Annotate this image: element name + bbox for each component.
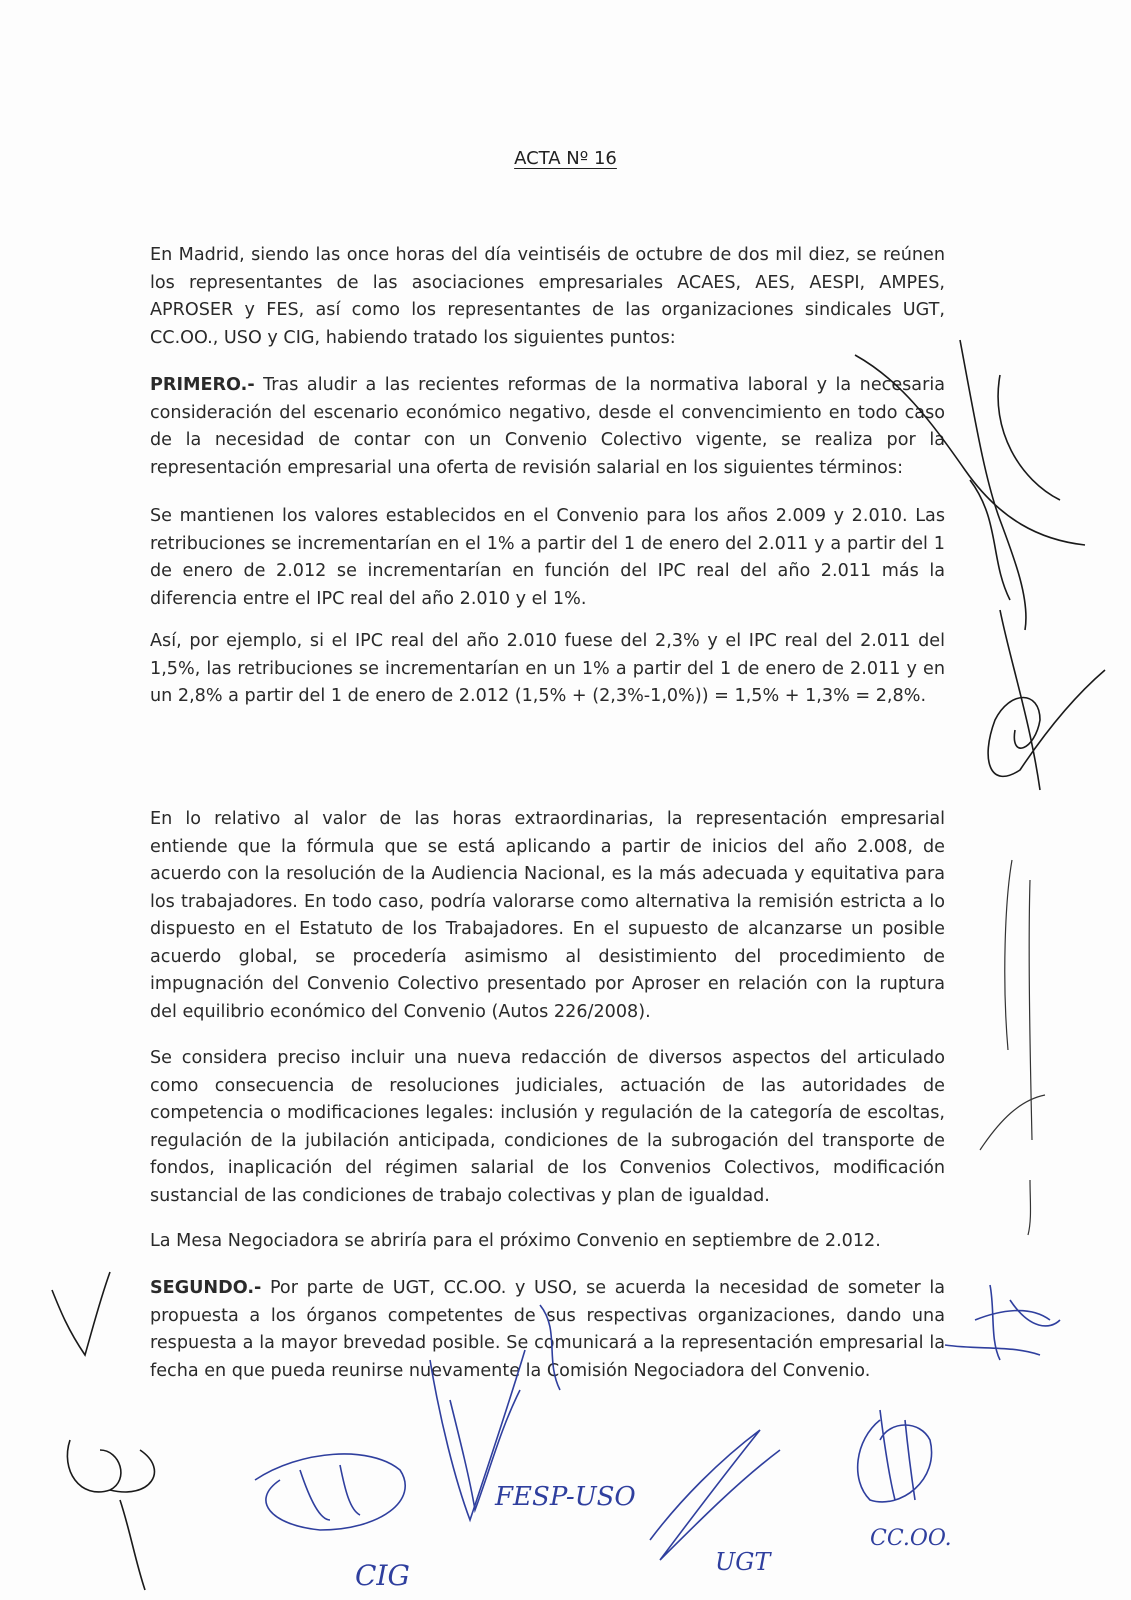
primero-section: [150, 372, 945, 482]
signature-fesp-uso: [450, 1390, 520, 1510]
signature-ugt: [650, 1430, 780, 1560]
signature-label-cig: CIG: [355, 1559, 410, 1592]
articles-paragraph: Se considera preciso incluir una nueva redacción de diversos aspectos del articulado como consecuencia de resoluciones judiciales, actuación de las autoridades de competencia o modificaciones legales: inclusión y regulación de la categoría de escoltas, regulación de la jubilación anticipada, condiciones de la subrogación del transporte de fondos, inaplicación del régimen salarial de los Convenios Colectivos, modificación sustancial de las condiciones de trabajo colectivas y plan de igualdad.: [150, 1048, 945, 1206]
salary-terms-paragraph: Se mantienen los valores establecidos en el Convenio para los años 2.009 y 2.010. Las retribuciones se incrementarían en el 1% a partir del 1 de enero del 2.011 y a partir del 1 de enero de 2.012 se incrementarían en función del IPC real del año 2.011 más la diferencia entre el IPC real del año 2.010 y el 1%.: [150, 506, 945, 609]
overtime-paragraph: En lo relativo al valor de las horas extraordinarias, la representación empresarial entiende que la fórmula que se está aplicando a partir de inicios del año 2.008, de acuerdo con la resolución de la Audiencia Nacional, es la más adecuada y equitativa para los trabajadores. En todo caso, podría valorarse como alternativa la remisión estricta a lo dispuesto en el Estatuto de los Trabajadores. En el supuesto de alcanzarse un posible acuerdo global, se procedería asimismo al desistimiento del procedimiento de impugnación del Convenio Colectivo presentado por Aproser en relación con la ruptura del equilibrio económico del Convenio (Autos 226/2008).: [150, 809, 945, 1022]
blue-initials-right: [945, 1285, 1060, 1360]
margin-signature-loop: [988, 610, 1105, 790]
margin-marks: [980, 860, 1045, 1235]
signature-label-ugt: UGT: [715, 1548, 771, 1576]
segundo-text: Por parte de UGT, CC.OO. y USO, se acuerda la necesidad de someter la propuesta a los órganos competentes de sus respectivas organizaciones, dando una respuesta a la mayor brevedad posible. Se comunicará a la representación empresarial la fecha en que pueda reunirse nuevamente la Comisión Negociadora del Convenio.: [150, 1278, 946, 1381]
negotiating-table-paragraph: La Mesa Negociadora se abriría para el próximo Convenio en septiembre de 2.012.: [150, 1231, 881, 1251]
example-paragraph: Así, por ejemplo, si el IPC real del año 2.010 fuese del 2,3% y el IPC real del 2.011 del 1,5%, las retribuciones se incrementarían en un 1% a partir del 1 de enero de 2.011 y en un 2,8% a partir del 1 de enero de 2.012 (1,5% + (2,3%-1,0%)) = 1,5% + 1,3% = 2,8%.: [150, 631, 945, 706]
segundo-section: [150, 1275, 945, 1385]
segundo-label: SEGUNDO.-: [150, 1278, 262, 1298]
signature-cig: [255, 1454, 405, 1530]
intro-paragraph: En Madrid, siendo las once horas del día veintiséis de octubre de dos mil diez, se reúnen los representantes de las asociaciones empresariales ACAES, AES, AESPI, AMPES, APROSER y FES, así como los representantes de las organizaciones sindicales UGT, CC.OO., USO y CIG, habiendo tratado los siguientes puntos:: [150, 245, 945, 348]
primero-text: Tras aludir a las recientes reformas de la normativa laboral y la necesaria consideración del escenario económico negativo, desde el convencimiento en todo caso de la necesidad de contar con un Convenio Colectivo vigente, se realiza por la representación empresarial una oferta de revisión salarial en los siguientes términos:: [150, 375, 945, 478]
left-check-mark: [52, 1272, 110, 1355]
signature-ccoo: [858, 1410, 932, 1502]
signature-label-ccoo: CC.OO.: [870, 1526, 952, 1551]
signature-bottom-left: [67, 1440, 154, 1590]
primero-label: PRIMERO.-: [150, 375, 255, 395]
signature-label-fesp-uso: FESP-USO: [495, 1482, 636, 1512]
document-title: ACTA Nº 16: [514, 148, 617, 169]
